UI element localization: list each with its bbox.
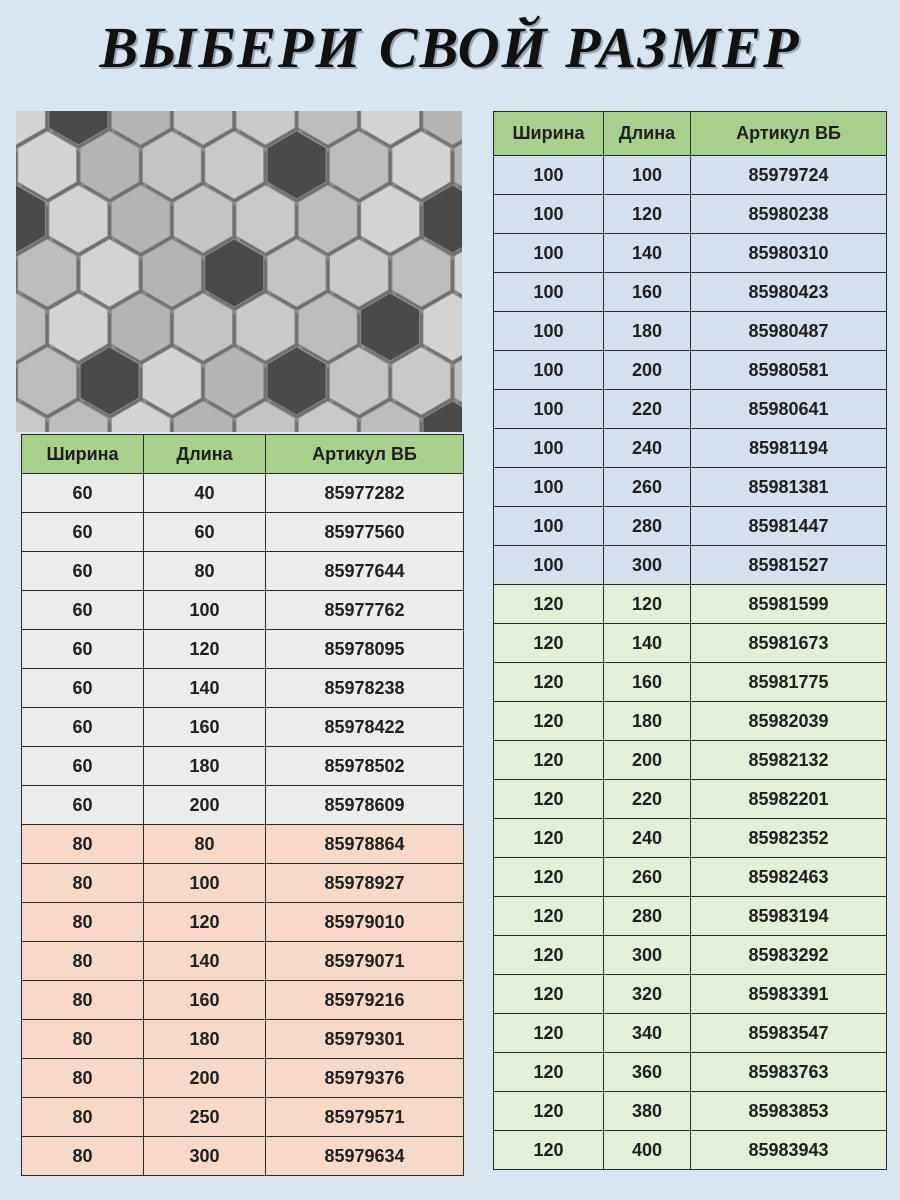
table-row xyxy=(494,390,887,429)
cell-width: 120 xyxy=(494,819,604,858)
table-row xyxy=(22,864,464,903)
hexagon-pattern-image xyxy=(16,111,462,432)
cell-length: 400 xyxy=(604,1131,691,1170)
table-row xyxy=(22,591,464,630)
cell-sku: 85983547 xyxy=(691,1014,887,1053)
cell-length: 300 xyxy=(144,1137,266,1176)
cell-sku: 85977560 xyxy=(266,513,464,552)
table-row xyxy=(494,1131,887,1170)
table-row xyxy=(494,234,887,273)
cell-sku: 85979216 xyxy=(266,981,464,1020)
cell-length: 180 xyxy=(604,702,691,741)
table-row xyxy=(494,546,887,585)
page-title: ВЫБЕРИ СВОЙ РАЗМЕР xyxy=(99,15,801,80)
cell-length: 120 xyxy=(144,903,266,942)
cell-width: 60 xyxy=(22,708,144,747)
cell-width: 80 xyxy=(22,903,144,942)
cell-sku: 85980581 xyxy=(691,351,887,390)
cell-width: 60 xyxy=(22,630,144,669)
cell-length: 120 xyxy=(604,195,691,234)
size-table-left xyxy=(21,434,464,1176)
cell-length: 280 xyxy=(604,507,691,546)
table-row xyxy=(494,273,887,312)
header-sku: Артикул ВБ xyxy=(691,112,887,156)
table-row xyxy=(494,624,887,663)
cell-sku: 85981194 xyxy=(691,429,887,468)
cell-length: 180 xyxy=(144,747,266,786)
cell-width: 120 xyxy=(494,1053,604,1092)
table-row xyxy=(22,747,464,786)
size-table-right xyxy=(493,111,887,1170)
table-row xyxy=(22,552,464,591)
table-row xyxy=(494,819,887,858)
cell-sku: 85978502 xyxy=(266,747,464,786)
cell-width: 120 xyxy=(494,663,604,702)
cell-width: 60 xyxy=(22,552,144,591)
cell-sku: 85978609 xyxy=(266,786,464,825)
table-row xyxy=(22,786,464,825)
cell-length: 280 xyxy=(604,897,691,936)
cell-sku: 85977644 xyxy=(266,552,464,591)
cell-sku: 85977282 xyxy=(266,474,464,513)
table-row xyxy=(494,741,887,780)
cell-sku: 85978422 xyxy=(266,708,464,747)
cell-sku: 85983292 xyxy=(691,936,887,975)
cell-width: 120 xyxy=(494,897,604,936)
cell-width: 120 xyxy=(494,936,604,975)
cell-width: 60 xyxy=(22,474,144,513)
table-row xyxy=(494,663,887,702)
header-width: Ширина xyxy=(494,112,604,156)
table-row xyxy=(22,1137,464,1176)
cell-sku: 85979301 xyxy=(266,1020,464,1059)
cell-sku: 85978095 xyxy=(266,630,464,669)
cell-sku: 85978238 xyxy=(266,669,464,708)
table-row xyxy=(494,156,887,195)
cell-width: 120 xyxy=(494,1014,604,1053)
cell-length: 260 xyxy=(604,468,691,507)
cell-width: 100 xyxy=(494,390,604,429)
cell-sku: 85979071 xyxy=(266,942,464,981)
cell-width: 100 xyxy=(494,507,604,546)
cell-width: 100 xyxy=(494,546,604,585)
cell-length: 140 xyxy=(144,942,266,981)
table-row xyxy=(22,630,464,669)
cell-length: 100 xyxy=(144,864,266,903)
table-row xyxy=(494,312,887,351)
cell-sku: 85978864 xyxy=(266,825,464,864)
cell-sku: 85979010 xyxy=(266,903,464,942)
table-row xyxy=(494,507,887,546)
cell-width: 60 xyxy=(22,591,144,630)
cell-width: 100 xyxy=(494,273,604,312)
cell-length: 140 xyxy=(604,234,691,273)
cell-length: 250 xyxy=(144,1098,266,1137)
cell-sku: 85983763 xyxy=(691,1053,887,1092)
cell-length: 80 xyxy=(144,552,266,591)
cell-length: 360 xyxy=(604,1053,691,1092)
cell-sku: 85980487 xyxy=(691,312,887,351)
cell-length: 380 xyxy=(604,1092,691,1131)
cell-width: 100 xyxy=(494,156,604,195)
cell-width: 100 xyxy=(494,351,604,390)
cell-length: 160 xyxy=(604,663,691,702)
cell-length: 140 xyxy=(604,624,691,663)
cell-width: 100 xyxy=(494,429,604,468)
cell-length: 180 xyxy=(144,1020,266,1059)
table-header-row xyxy=(22,435,464,474)
table-row xyxy=(22,669,464,708)
table-row xyxy=(494,936,887,975)
table-row xyxy=(494,1053,887,1092)
cell-sku: 85980641 xyxy=(691,390,887,429)
table-row xyxy=(22,513,464,552)
cell-sku: 85979634 xyxy=(266,1137,464,1176)
cell-sku: 85981599 xyxy=(691,585,887,624)
cell-sku: 85983391 xyxy=(691,975,887,1014)
cell-sku: 85981527 xyxy=(691,546,887,585)
cell-width: 80 xyxy=(22,1020,144,1059)
cell-width: 60 xyxy=(22,669,144,708)
cell-width: 80 xyxy=(22,942,144,981)
cell-length: 100 xyxy=(144,591,266,630)
cell-sku: 85978927 xyxy=(266,864,464,903)
table-header-row xyxy=(494,112,887,156)
cell-sku: 85983194 xyxy=(691,897,887,936)
cell-width: 100 xyxy=(494,234,604,273)
cell-sku: 85977762 xyxy=(266,591,464,630)
cell-width: 60 xyxy=(22,786,144,825)
cell-sku: 85982201 xyxy=(691,780,887,819)
header-length: Длина xyxy=(144,435,266,474)
cell-length: 240 xyxy=(604,819,691,858)
cell-width: 100 xyxy=(494,195,604,234)
table-row xyxy=(494,897,887,936)
table-row xyxy=(22,825,464,864)
cell-length: 180 xyxy=(604,312,691,351)
cell-length: 120 xyxy=(604,585,691,624)
cell-length: 200 xyxy=(604,741,691,780)
table-row xyxy=(22,708,464,747)
cell-width: 100 xyxy=(494,312,604,351)
cell-length: 40 xyxy=(144,474,266,513)
cell-length: 200 xyxy=(144,1059,266,1098)
table-row xyxy=(494,429,887,468)
cell-sku: 85982132 xyxy=(691,741,887,780)
cell-width: 120 xyxy=(494,624,604,663)
cell-length: 160 xyxy=(144,981,266,1020)
table-row xyxy=(494,702,887,741)
cell-length: 300 xyxy=(604,546,691,585)
cell-width: 60 xyxy=(22,513,144,552)
cell-length: 80 xyxy=(144,825,266,864)
cell-sku: 85980423 xyxy=(691,273,887,312)
cell-width: 120 xyxy=(494,585,604,624)
cell-length: 120 xyxy=(144,630,266,669)
cell-width: 80 xyxy=(22,864,144,903)
table-row xyxy=(494,1014,887,1053)
cell-width: 80 xyxy=(22,825,144,864)
cell-length: 160 xyxy=(144,708,266,747)
cell-width: 80 xyxy=(22,981,144,1020)
header-length: Длина xyxy=(604,112,691,156)
cell-length: 140 xyxy=(144,669,266,708)
header-width: Ширина xyxy=(22,435,144,474)
cell-sku: 85982352 xyxy=(691,819,887,858)
table-row xyxy=(494,351,887,390)
table-row xyxy=(22,1098,464,1137)
cell-length: 200 xyxy=(144,786,266,825)
table-row xyxy=(494,1092,887,1131)
cell-width: 120 xyxy=(494,702,604,741)
cell-width: 120 xyxy=(494,1131,604,1170)
cell-length: 260 xyxy=(604,858,691,897)
cell-length: 320 xyxy=(604,975,691,1014)
cell-sku: 85982463 xyxy=(691,858,887,897)
cell-sku: 85979571 xyxy=(266,1098,464,1137)
table-row xyxy=(494,585,887,624)
cell-length: 300 xyxy=(604,936,691,975)
cell-length: 240 xyxy=(604,429,691,468)
table-row xyxy=(22,903,464,942)
cell-sku: 85981447 xyxy=(691,507,887,546)
cell-sku: 85979724 xyxy=(691,156,887,195)
table-row xyxy=(494,468,887,507)
cell-sku: 85981775 xyxy=(691,663,887,702)
table-row xyxy=(22,942,464,981)
table-row xyxy=(494,780,887,819)
product-photo xyxy=(16,111,462,432)
cell-width: 100 xyxy=(494,468,604,507)
header-sku: Артикул ВБ xyxy=(266,435,464,474)
table-row xyxy=(22,981,464,1020)
cell-sku: 85981673 xyxy=(691,624,887,663)
cell-width: 120 xyxy=(494,975,604,1014)
cell-sku: 85980310 xyxy=(691,234,887,273)
table-row xyxy=(494,858,887,897)
cell-width: 120 xyxy=(494,858,604,897)
table-row xyxy=(22,1059,464,1098)
cell-sku: 85980238 xyxy=(691,195,887,234)
cell-length: 100 xyxy=(604,156,691,195)
cell-width: 120 xyxy=(494,780,604,819)
cell-length: 200 xyxy=(604,351,691,390)
cell-sku: 85982039 xyxy=(691,702,887,741)
table-row xyxy=(22,1020,464,1059)
table-row xyxy=(494,195,887,234)
cell-width: 60 xyxy=(22,747,144,786)
cell-sku: 85979376 xyxy=(266,1059,464,1098)
cell-length: 60 xyxy=(144,513,266,552)
table-row xyxy=(22,474,464,513)
table-row xyxy=(494,975,887,1014)
cell-width: 120 xyxy=(494,741,604,780)
cell-width: 80 xyxy=(22,1137,144,1176)
cell-length: 160 xyxy=(604,273,691,312)
cell-length: 340 xyxy=(604,1014,691,1053)
cell-sku: 85981381 xyxy=(691,468,887,507)
cell-width: 120 xyxy=(494,1092,604,1131)
cell-sku: 85983943 xyxy=(691,1131,887,1170)
cell-length: 220 xyxy=(604,390,691,429)
cell-sku: 85983853 xyxy=(691,1092,887,1131)
cell-width: 80 xyxy=(22,1059,144,1098)
cell-length: 220 xyxy=(604,780,691,819)
cell-width: 80 xyxy=(22,1098,144,1137)
